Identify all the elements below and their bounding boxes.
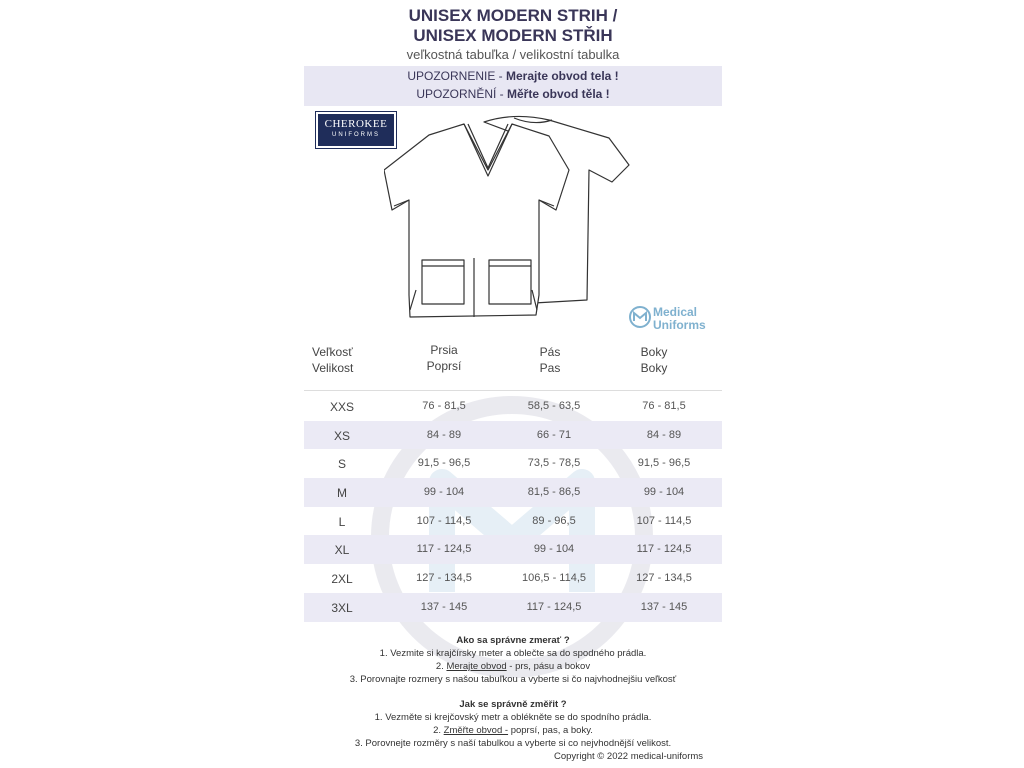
size-cell: XXS — [329, 400, 354, 414]
instructions-sk-heading: Ako sa správne zmerať ? — [456, 635, 570, 646]
subtitle: veľkostná tabuľka / velikostní tabulka — [406, 47, 620, 62]
copyright: Copyright © 2022 medical-uniforms — [554, 751, 704, 762]
size-chart-sheet — [304, 0, 722, 768]
waist-cell: 89 - 96,5 — [532, 514, 576, 527]
chest-cell: 137 - 145 — [420, 600, 468, 613]
step2-suffix: - prs, pásu a bokov — [506, 661, 591, 672]
warning-cz-prefix: UPOZORNĚNÍ - — [416, 87, 507, 101]
table-row — [304, 507, 722, 536]
size-cell: M — [337, 486, 347, 501]
instructions-cz-step-1: 1. Vezměte si krejčovský metr a oblékněte se do spodního prádla. — [374, 712, 652, 723]
instructions-cz-step-2 — [304, 724, 722, 737]
instructions-sk-step-3: 3. Porovnajte rozmery s našou tabuľkou a vyberte si čo najvhodnejšiu veľkosť — [349, 674, 677, 685]
hips-cell: 84 - 89 — [646, 428, 682, 441]
header-chest-sk: Prsia — [430, 343, 458, 357]
size-cell: 3XL — [331, 600, 353, 615]
waist-cell: 117 - 124,5 — [526, 600, 582, 613]
header-size-sk: Veľkosť — [312, 345, 353, 359]
warning-sk-bold: Merajte obvod tela ! — [505, 69, 619, 83]
waist-cell: 73,5 - 78,5 — [527, 457, 581, 470]
header-waist-sk: Pás — [539, 345, 561, 359]
chest-cell: 91,5 - 96,5 — [417, 457, 471, 470]
chest-cell: 127 - 134,5 — [416, 572, 472, 585]
header-hips — [604, 344, 704, 376]
warning-sk-prefix: UPOZORNENIE - — [407, 69, 506, 83]
header-waist — [500, 344, 600, 376]
header-chest — [394, 342, 494, 374]
table-row — [304, 449, 722, 478]
table-row — [304, 478, 722, 507]
step2-prefix: 2. — [433, 725, 444, 736]
header-hips-cz: Boky — [640, 361, 668, 375]
waist-cell: 58,5 - 63,5 — [527, 400, 581, 412]
chest-cell: 99 - 104 — [423, 486, 465, 499]
header-size-cz: Velikost — [312, 361, 354, 375]
size-cell: XS — [333, 428, 350, 443]
table-row — [304, 421, 722, 450]
warning-band — [304, 66, 722, 106]
chest-cell: 107 - 114,5 — [416, 514, 472, 527]
hips-cell: 76 - 81,5 — [642, 400, 686, 412]
instructions-cz — [304, 698, 722, 750]
hips-cell: 99 - 104 — [643, 486, 685, 499]
step2-prefix: 2. — [435, 661, 447, 672]
hips-cell: 91,5 - 96,5 — [637, 457, 691, 470]
chest-cell: 76 - 81,5 — [422, 400, 466, 412]
brand-name: CHEROKEE — [324, 118, 388, 130]
table-row — [304, 593, 722, 622]
logo-line-2: Uniforms — [653, 318, 706, 332]
hips-cell: 137 - 145 — [640, 600, 688, 613]
brand-tag: UNIFORMS — [332, 132, 380, 138]
header-waist-cz: Pas — [539, 361, 561, 375]
instructions-cz-step-3: 3. Porovnejte rozměry s naší tabulkou a vyberte si co nejvhodnější velikost. — [354, 738, 672, 749]
header-size — [312, 344, 382, 376]
size-cell: XL — [334, 543, 350, 558]
header-hips-sk: Boky — [640, 345, 668, 359]
scrub-top-illustration — [384, 110, 644, 325]
table-header — [304, 340, 722, 391]
header-chest-cz: Poprsí — [426, 359, 462, 373]
medical-uniforms-mark-icon — [629, 305, 651, 329]
size-table-body — [304, 392, 722, 622]
medical-uniforms-wordmark — [653, 306, 706, 332]
hips-cell: 107 - 114,5 — [636, 514, 692, 527]
waist-cell: 99 - 104 — [533, 543, 575, 556]
hips-cell: 127 - 134,5 — [636, 572, 692, 585]
step2-underlined: Merajte obvod — [446, 661, 507, 672]
instructions-sk-step-1: 1. Vezmite si krajčírsky meter a oblečte sa do spodného prádla. — [379, 648, 647, 659]
medical-uniforms-logo — [629, 305, 719, 337]
waist-cell: 106,5 - 114,5 — [521, 572, 586, 585]
step2-suffix: poprsí, pas, a boky. — [508, 725, 593, 736]
warning-cz — [304, 87, 722, 101]
title-line-1: UNISEX MODERN STRIH / — [408, 6, 618, 25]
size-cell: L — [338, 514, 346, 529]
table-row — [304, 564, 722, 593]
instructions-cz-heading: Jak se správně změřit ? — [459, 699, 567, 710]
instructions-sk-step-2 — [304, 660, 722, 673]
chest-cell: 117 - 124,5 — [416, 543, 472, 556]
warning-cz-bold: Měřte obvod těla ! — [506, 87, 610, 101]
waist-cell: 66 - 71 — [536, 428, 572, 441]
size-cell: S — [337, 457, 346, 472]
hips-cell: 117 - 124,5 — [636, 543, 692, 556]
instructions-sk — [304, 634, 722, 686]
logo-line-1: Medical — [653, 305, 698, 319]
title-line-2: UNISEX MODERN STŘIH — [413, 26, 613, 45]
table-row — [304, 535, 722, 564]
chest-cell: 84 - 89 — [426, 428, 462, 441]
waist-cell: 81,5 - 86,5 — [527, 486, 581, 499]
table-row — [304, 392, 722, 421]
step2-underlined: Změřte obvod - — [443, 725, 509, 736]
size-cell: 2XL — [331, 572, 353, 587]
warning-sk — [304, 69, 722, 83]
